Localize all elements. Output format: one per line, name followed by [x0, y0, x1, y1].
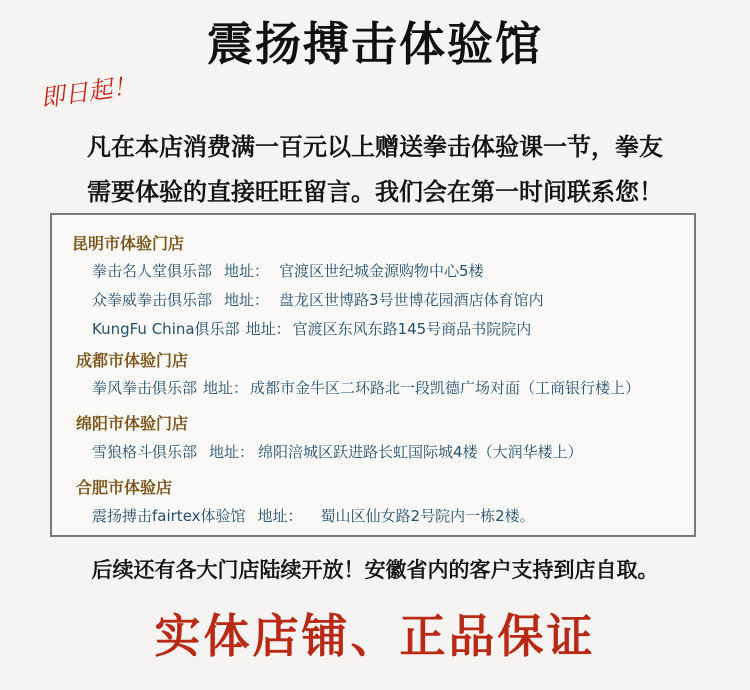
city-heading-mianyang: 绵阳市体验门店 [76, 414, 189, 433]
store-name: 拳风拳击俱乐部 [92, 379, 198, 397]
footer-notice: 后续还有各大门店陆续开放！安徽省内的客户支持到店自取。 [91, 557, 659, 582]
store-item [92, 505, 535, 526]
city-heading-kunming: 昆明市体验门店 [72, 234, 185, 253]
promo-text-line-1: 凡在本店消费满一百元以上赠送拳击体验课一节，拳友 [87, 132, 663, 161]
city-heading-chengdu: 成都市体验门店 [76, 351, 189, 370]
store-address: 官渡区东风东路145号商品书院院内 [292, 320, 532, 338]
store-item [92, 289, 544, 310]
store-item [92, 377, 640, 398]
store-address: 官渡区世纪城金源购物中心5楼 [279, 262, 484, 280]
store-name: 震扬搏击fairtex体验馆 [92, 507, 246, 525]
store-list-box [50, 213, 696, 537]
store-item [92, 260, 484, 281]
address-label: 地址： [257, 507, 303, 525]
store-address: 盘龙区世博路3号世博花园酒店体育馆内 [279, 291, 544, 309]
store-name: 众拳威拳击俱乐部 [92, 291, 213, 309]
store-name: 雪狼格斗俱乐部 [92, 443, 198, 461]
store-name: 拳击名人堂俱乐部 [92, 262, 213, 280]
page-title: 震扬搏击体验馆 [207, 17, 543, 71]
store-address: 成都市金牛区二环路北一段凯德广场对面（工商银行楼上） [250, 379, 641, 397]
city-heading-hefei: 合肥市体验店 [76, 478, 173, 497]
store-item [92, 318, 531, 339]
store-address: 蜀山区仙女路2号院内一栋2楼。 [320, 507, 535, 525]
slogan: 实体店铺、正品保证 [154, 609, 596, 663]
promo-tag: 即日起！ [38, 71, 138, 113]
address-label: 地址： [209, 443, 255, 461]
store-name: KungFu China俱乐部 [92, 320, 240, 338]
address-label: 地址： [224, 262, 270, 280]
store-item [92, 441, 583, 462]
address-label: 地址： [245, 320, 291, 338]
address-label: 地址： [203, 379, 249, 397]
address-label: 地址： [224, 291, 270, 309]
promo-text-line-2: 需要体验的直接旺旺留言。我们会在第一时间联系您！ [87, 177, 663, 206]
store-address: 绵阳涪城区跃进路长虹国际城4楼（大润华楼上） [258, 443, 583, 461]
